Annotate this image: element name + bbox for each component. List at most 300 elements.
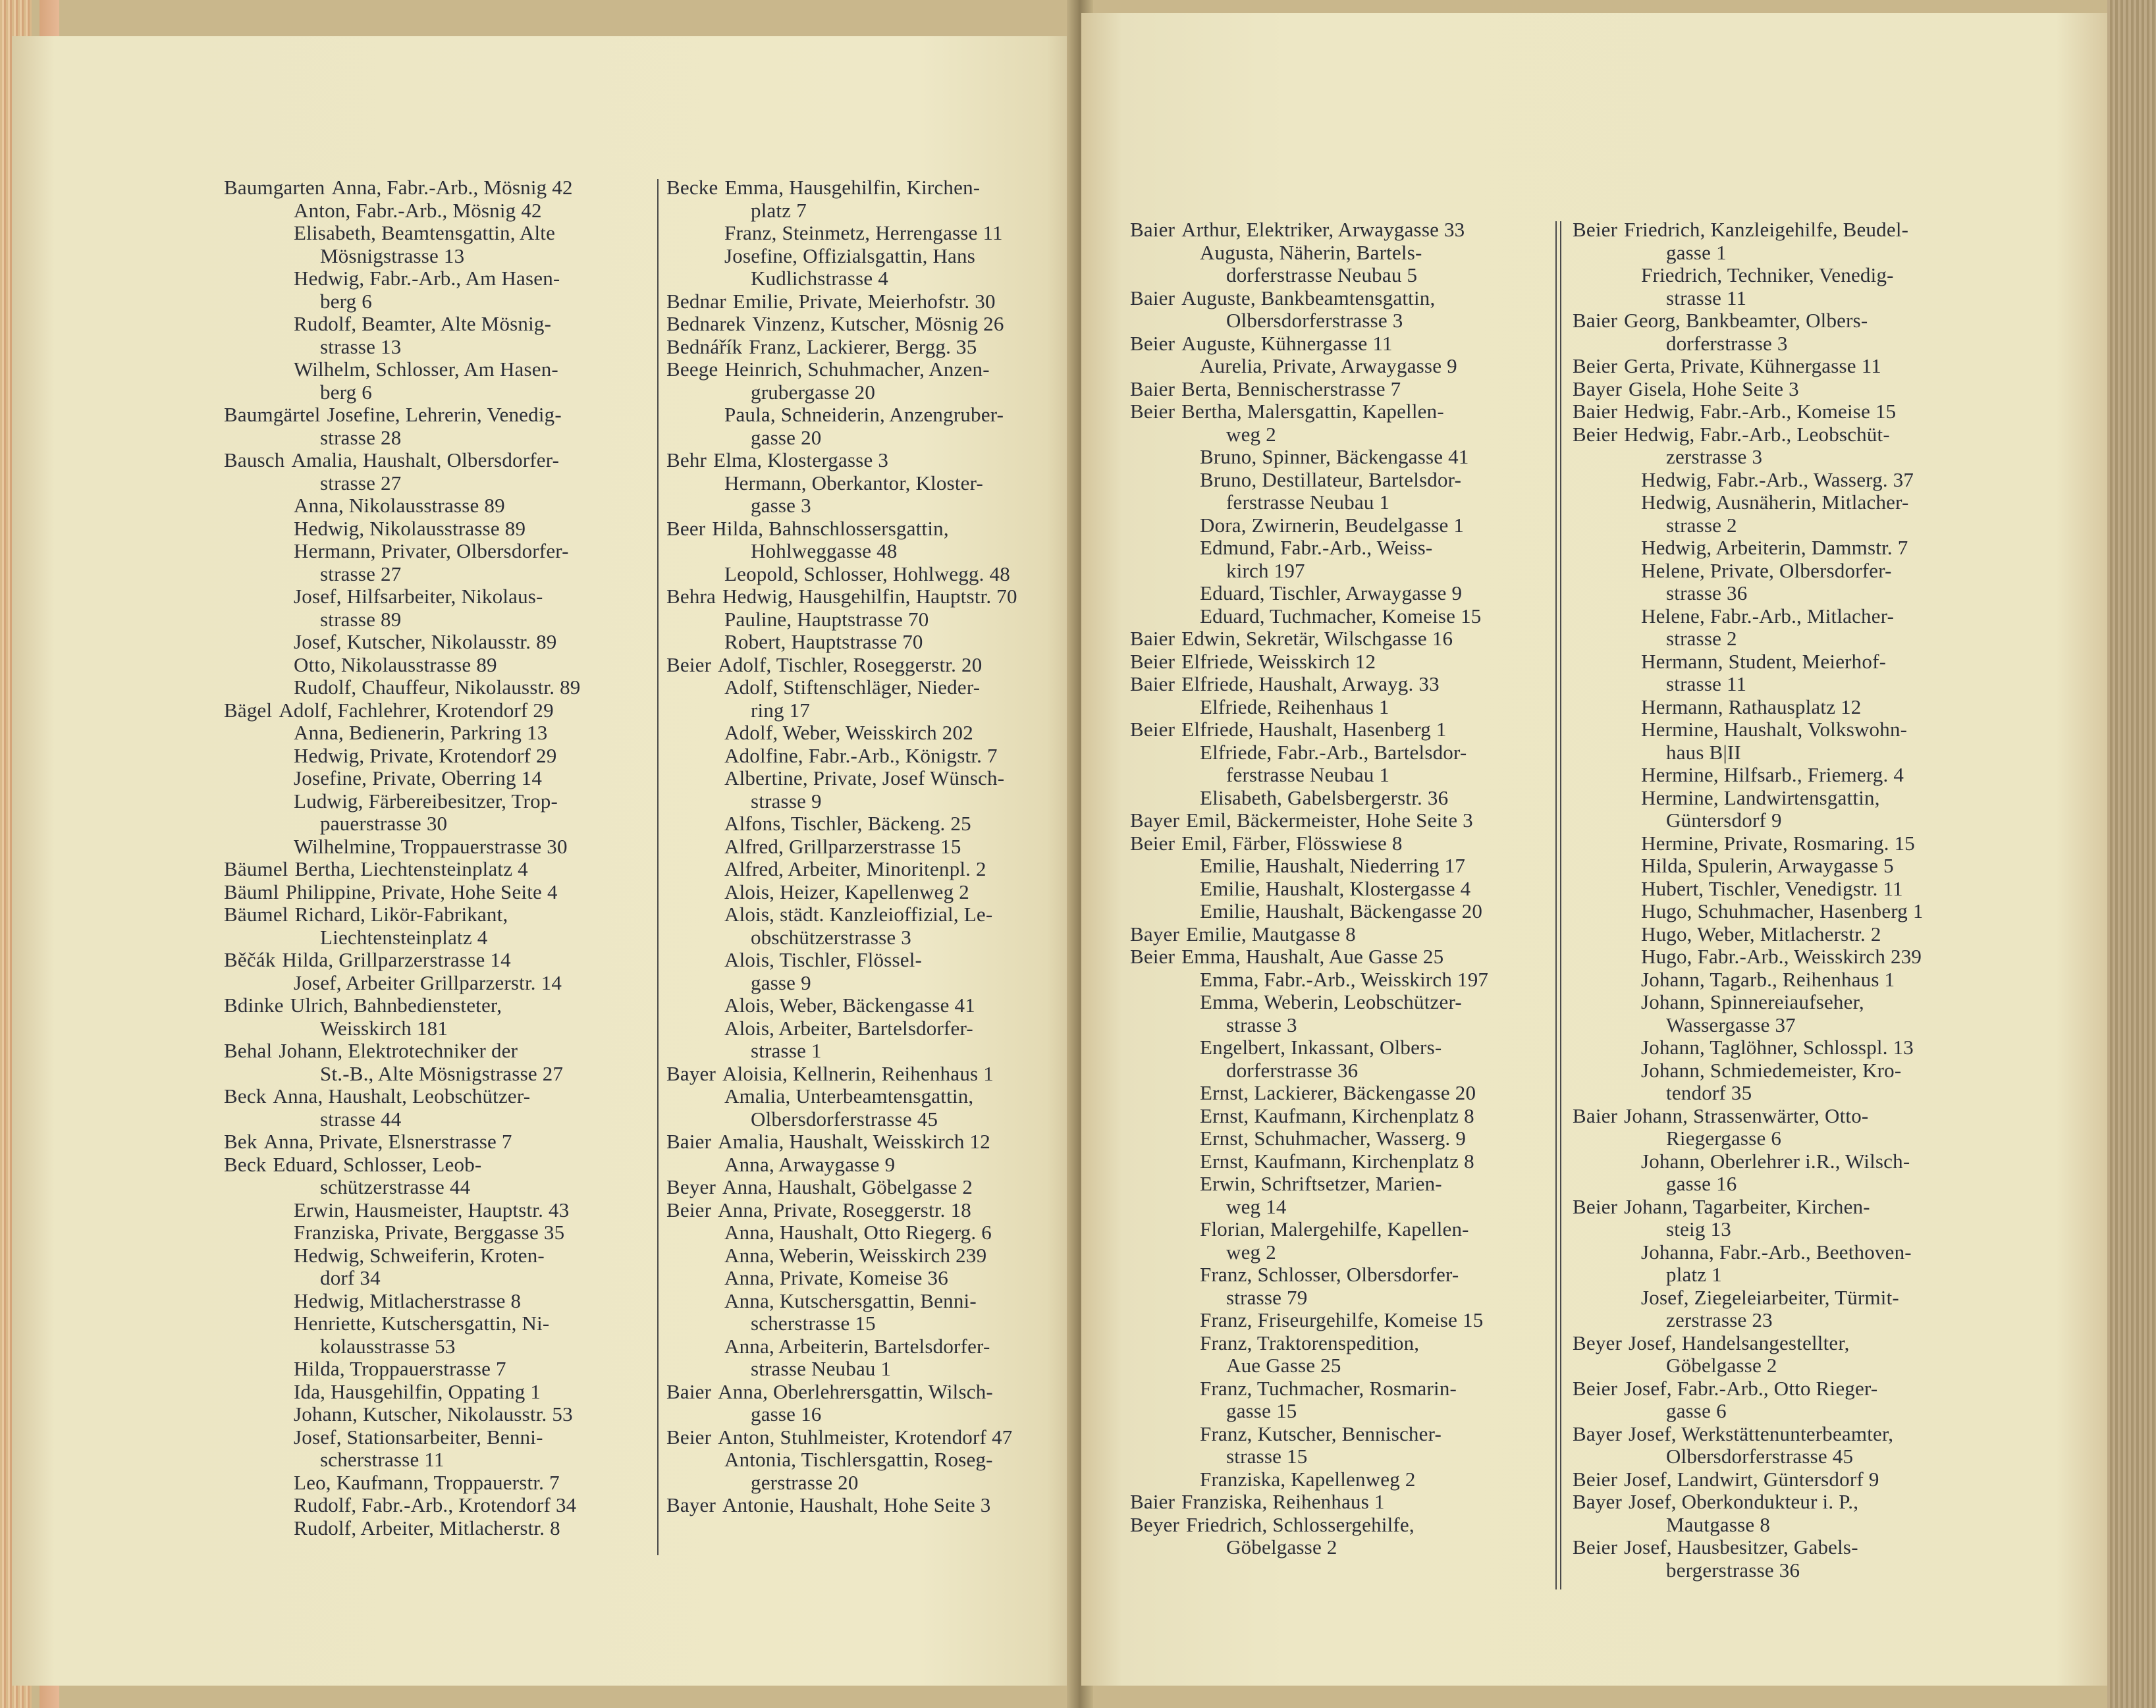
entry-text: strasse 27 [320, 471, 402, 494]
directory-entry-line [1130, 923, 1488, 946]
entry-text: Alois, Tischler, Flössel- [724, 948, 923, 971]
entry-text: Franz, Schlosser, Olbersdorfer- [1200, 1263, 1459, 1286]
directory-entry-line [224, 1449, 581, 1472]
entry-text: tendorf 35 [1666, 1081, 1752, 1104]
directory-entry-line [1130, 537, 1488, 560]
directory-entry-line [1573, 287, 1924, 310]
entry-text: Hedwig, Private, Krotendorf 29 [294, 743, 557, 767]
entry-text: Alfons, Tischler, Bäckeng. 25 [724, 812, 971, 835]
directory-entry-line [1130, 946, 1488, 969]
directory-entry-line [666, 427, 1017, 450]
directory-entry-line [666, 1040, 1017, 1063]
directory-entry-line [224, 1312, 581, 1335]
entry-text: Emilie, Private, Meierhofstr. 30 [732, 289, 996, 313]
directory-entry-line [1573, 264, 1924, 287]
directory-entry-line [1573, 514, 1924, 537]
directory-entry-line [1573, 1127, 1924, 1150]
directory-entry-line [1130, 1196, 1488, 1219]
entry-text: Aurelia, Private, Arwaygasse 9 [1200, 354, 1457, 377]
surname: Bek [224, 1130, 257, 1153]
directory-entry-line [224, 1267, 581, 1290]
entry-text: Berta, Bennischerstrasse 7 [1181, 377, 1401, 400]
surname: Beier [1573, 1194, 1618, 1218]
entry-text: Erwin, Hausmeister, Hauptstr. 43 [294, 1198, 570, 1221]
entry-text: Franziska, Kapellenweg 2 [1200, 1467, 1416, 1491]
directory-entry-line [1573, 491, 1924, 514]
directory-entry-line [224, 176, 581, 200]
entry-text: Hedwig, Arbeiterin, Dammstr. 7 [1641, 536, 1908, 559]
directory-entry-line [1130, 764, 1488, 787]
directory-entry-line [1130, 1173, 1488, 1196]
directory-entry-line [224, 994, 581, 1017]
directory-entry-line [224, 494, 581, 518]
entry-text: Emma, Weberin, Leobschützer- [1200, 990, 1462, 1013]
entry-text: Anna, Haushalt, Göbelgasse 2 [722, 1175, 973, 1198]
entry-text: Rudolf, Fabr.-Arb., Krotendorf 34 [294, 1493, 577, 1516]
directory-entry-line [1573, 1241, 1924, 1264]
entry-text: Anna, Arwaygasse 9 [724, 1152, 896, 1176]
directory-entry-line [1573, 355, 1924, 378]
directory-entry-line [224, 1221, 581, 1244]
directory-entry-line [666, 404, 1017, 427]
entry-text: Emma, Haushalt, Aue Gasse 25 [1181, 945, 1444, 968]
entry-text: Ludwig, Färbereibesitzer, Trop- [294, 789, 558, 813]
surname: Beier [1573, 218, 1618, 241]
entry-text: Hedwig, Nikolausstrasse 89 [294, 516, 526, 540]
directory-entry-line [224, 1517, 581, 1540]
entry-text: berg 6 [320, 380, 372, 404]
directory-entry-line [666, 1494, 1017, 1517]
directory-entry-line [1130, 333, 1488, 356]
entry-text: Göbelgasse 2 [1666, 1354, 1777, 1377]
directory-entry-line [224, 563, 581, 586]
directory-entry-line [1130, 1105, 1488, 1128]
directory-entry-line [1130, 696, 1488, 719]
directory-entry-line [666, 1449, 1017, 1472]
directory-entry-line [1573, 1468, 1924, 1491]
entry-text: strasse 3 [1226, 1013, 1297, 1036]
directory-entry-line [1573, 1514, 1924, 1537]
entry-text: Arthur, Elektriker, Arwaygasse 33 [1181, 218, 1465, 241]
surname: Baier [1130, 627, 1175, 650]
directory-entry-line [1130, 1354, 1488, 1377]
surname: Behr [666, 448, 707, 471]
directory-entry-line [666, 472, 1017, 495]
entry-text: Mösnigstrasse 13 [320, 244, 465, 267]
surname: Baier [1573, 309, 1618, 332]
entry-text: Hermine, Hilfsarb., Friemerg. 4 [1641, 763, 1904, 786]
entry-text: Johann, Elektrotechniker der [279, 1039, 518, 1062]
entry-text: strasse 2 [1666, 627, 1737, 650]
entry-text: grubergasse 20 [751, 380, 876, 404]
entry-text: Franziska, Private, Berggasse 35 [294, 1221, 565, 1244]
directory-entry-line [1130, 991, 1488, 1014]
surname: Beier [1573, 1376, 1618, 1400]
surname: Bednar [666, 289, 726, 313]
entry-text: Hilda, Spulerin, Arwaygasse 5 [1641, 854, 1894, 877]
entry-text: Anna, Bedienerin, Parkring 13 [294, 721, 548, 744]
entry-text: St.-B., Alte Mösnigstrasse 27 [320, 1061, 564, 1085]
surname: Beier [1573, 1467, 1618, 1491]
directory-entry-line [1130, 1536, 1488, 1559]
directory-entry-line [1573, 333, 1924, 356]
directory-entry-line [224, 245, 581, 268]
book-right-edge [2107, 0, 2156, 1708]
directory-column-4 [1573, 219, 1924, 1582]
surname: Bäumel [224, 857, 288, 880]
directory-entry-line [224, 1199, 581, 1222]
directory-entry-line [1130, 242, 1488, 265]
entry-text: Paula, Schneiderin, Anzengruber- [724, 403, 1004, 426]
directory-entry-line [224, 745, 581, 768]
directory-entry-line [1130, 378, 1488, 401]
entry-text: Olbersdorferstrasse 45 [1666, 1445, 1854, 1468]
entry-text: Anna, Nikolausstrasse 89 [294, 494, 505, 517]
directory-entry-line [224, 381, 581, 404]
directory-entry-line [1573, 1423, 1924, 1446]
entry-text: Elfriede, Haushalt, Hasenberg 1 [1181, 718, 1447, 741]
entry-text: Pauline, Hauptstrasse 70 [724, 607, 929, 631]
entry-text: gasse 20 [751, 425, 822, 449]
directory-entry-line [1573, 741, 1924, 764]
entry-text: Antonie, Haushalt, Hohe Seite 3 [722, 1493, 991, 1516]
entry-text: Johanna, Fabr.-Arb., Beethoven- [1641, 1240, 1912, 1264]
directory-entry-line [1573, 809, 1924, 832]
directory-entry-line [1573, 923, 1924, 946]
directory-entry-line [224, 222, 581, 245]
entry-text: Georg, Bankbeamter, Olbers- [1624, 309, 1868, 332]
directory-entry-line [1573, 1059, 1924, 1082]
entry-text: Dora, Zwirnerin, Beudelgasse 1 [1200, 513, 1465, 537]
entry-text: gasse 6 [1666, 1399, 1727, 1422]
directory-entry-line [1573, 582, 1924, 605]
directory-entry-line [224, 1244, 581, 1268]
entry-text: Gisela, Hohe Seite 3 [1629, 377, 1799, 400]
entry-text: Florian, Malergehilfe, Kapellen- [1200, 1217, 1469, 1241]
entry-text: pauerstrasse 30 [320, 812, 448, 835]
surname: Beier [1130, 400, 1175, 423]
entry-text: Hilda, Troppauerstrasse 7 [294, 1357, 506, 1380]
entry-text: Rudolf, Arbeiter, Mitlacherstr. 8 [294, 1516, 560, 1539]
directory-entry-line [224, 1381, 581, 1404]
directory-entry-line [224, 267, 581, 290]
directory-entry-line [1130, 809, 1488, 832]
directory-entry-line [1573, 309, 1924, 333]
entry-text: Bruno, Spinner, Bäckengasse 41 [1200, 445, 1469, 468]
directory-entry-line [666, 1199, 1017, 1222]
surname: Baier [1130, 377, 1175, 400]
entry-text: Johann, Oberlehrer i.R., Wilsch- [1641, 1149, 1910, 1173]
surname: Baier [666, 1130, 712, 1153]
directory-entry-line [1573, 1264, 1924, 1287]
directory-entry-line [666, 926, 1017, 949]
directory-entry-line [666, 972, 1017, 995]
entry-text: Johann, Tagarbeiter, Kirchen- [1624, 1194, 1870, 1218]
entry-text: Hedwig, Fabr.-Arb., Am Hasen- [294, 267, 560, 290]
directory-entry-line [1130, 1036, 1488, 1059]
directory-entry-line [1130, 718, 1488, 741]
directory-entry-line [1130, 560, 1488, 583]
surname: Beier [666, 1425, 712, 1449]
entry-text: strasse 2 [1666, 513, 1737, 537]
directory-entry-line [666, 358, 1017, 381]
directory-entry-line [1573, 787, 1924, 810]
directory-entry-line [1573, 1377, 1924, 1401]
directory-entry-line [666, 1154, 1017, 1177]
entry-text: Johann, Spinnereiaufseher, [1641, 990, 1864, 1013]
surname: Baier [666, 1379, 712, 1403]
directory-entry-line [1130, 1127, 1488, 1150]
directory-entry-line [1573, 1400, 1924, 1423]
surname: Beier [1130, 649, 1175, 673]
directory-entry-line [666, 1017, 1017, 1040]
directory-entry-line [224, 926, 581, 949]
entry-text: Auguste, Bankbeamtensgattin, [1181, 286, 1436, 309]
entry-text: Anton, Fabr.-Arb., Mösnig 42 [294, 198, 542, 222]
directory-entry-line [224, 200, 581, 223]
entry-text: strasse 89 [320, 607, 402, 631]
column-rule-left [657, 179, 659, 1555]
surname: Beege [666, 358, 718, 381]
entry-text: Hugo, Weber, Mitlacherstr. 2 [1641, 922, 1881, 946]
surname: Beier [1573, 354, 1618, 377]
directory-entry-line [666, 449, 1017, 472]
entry-text: Adolf, Stiftenschläger, Nieder- [724, 676, 981, 699]
entry-text: Emilie, Haushalt, Klostergasse 4 [1200, 876, 1471, 900]
entry-text: Erwin, Schriftsetzer, Marien- [1200, 1172, 1442, 1195]
entry-text: Friedrich, Techniker, Venedig- [1641, 263, 1894, 286]
directory-entry-line [666, 1108, 1017, 1131]
directory-entry-line [1130, 491, 1488, 514]
entry-text: dorferstrasse 3 [1666, 331, 1788, 355]
surname: Beer [666, 516, 706, 540]
entry-text: dorf 34 [320, 1266, 381, 1289]
directory-entry-line [224, 427, 581, 450]
directory-entry-line [1573, 1150, 1924, 1173]
entry-text: Adolf, Weber, Weisskirch 202 [724, 721, 973, 744]
directory-entry-line [666, 1472, 1017, 1495]
entry-text: Richard, Likör-Fabrikant, [294, 903, 508, 926]
surname: Baier [1573, 1104, 1618, 1127]
directory-entry-line [1130, 309, 1488, 333]
entry-text: Eduard, Tischler, Arwaygasse 9 [1200, 581, 1463, 604]
entry-text: Elisabeth, Beamtensgattin, Alte [294, 221, 556, 244]
entry-text: gasse 1 [1666, 240, 1727, 264]
directory-entry-line [1130, 1491, 1488, 1514]
directory-entry-line [1130, 1264, 1488, 1287]
entry-text: Riegergasse 6 [1666, 1127, 1782, 1150]
entry-text: zerstrasse 23 [1666, 1308, 1773, 1331]
surname: Beier [1130, 945, 1175, 968]
directory-entry-line [1130, 1150, 1488, 1173]
entry-text: Hilda, Grillparzerstrasse 14 [282, 948, 511, 971]
directory-entry-line [1130, 1423, 1488, 1446]
entry-text: ferstrasse Neubau 1 [1226, 491, 1390, 514]
directory-entry-line [224, 472, 581, 495]
directory-entry-line [1573, 627, 1924, 651]
directory-entry-line [1573, 423, 1924, 446]
entry-text: Hedwig, Fabr.-Arb., Wasserg. 37 [1641, 467, 1914, 491]
directory-entry-line [666, 903, 1017, 926]
directory-entry-line [1573, 1173, 1924, 1196]
directory-entry-line [224, 1290, 581, 1313]
entry-text: Franz, Tuchmacher, Rosmarin- [1200, 1376, 1457, 1400]
directory-entry-line [666, 608, 1017, 631]
surname: Bdinke [224, 994, 284, 1017]
entry-text: Helene, Fabr.-Arb., Mitlacher- [1641, 604, 1895, 627]
directory-entry-line [666, 518, 1017, 541]
entry-text: Emil, Bäckermeister, Hohe Seite 3 [1186, 809, 1473, 832]
entry-text: gasse 15 [1226, 1399, 1297, 1422]
directory-entry-line [224, 290, 581, 313]
directory-entry-line [666, 813, 1017, 836]
directory-entry-line [666, 1176, 1017, 1199]
surname: Běčák [224, 948, 276, 971]
entry-text: Josef, Hausbesitzer, Gabels- [1624, 1535, 1858, 1559]
entry-text: Franz, Traktorenspedition, [1200, 1331, 1420, 1354]
entry-text: berg 6 [320, 289, 372, 313]
entry-text: strasse Neubau 1 [751, 1357, 892, 1380]
entry-text: Alois, Weber, Bäckengasse 41 [724, 994, 975, 1017]
surname: Bausch [224, 448, 285, 471]
directory-entry-line [1130, 446, 1488, 469]
directory-entry-line [1573, 469, 1924, 492]
entry-text: dorferstrasse 36 [1226, 1058, 1359, 1082]
entry-text: strasse 27 [320, 562, 402, 585]
directory-entry-line [666, 176, 1017, 200]
directory-entry-line [1573, 1536, 1924, 1559]
entry-text: Hermine, Haushalt, Volkswohn- [1641, 718, 1908, 741]
entry-text: Eduard, Tuchmacher, Komeise 15 [1200, 604, 1482, 627]
entry-text: gasse 3 [751, 494, 811, 517]
directory-entry-line [224, 1494, 581, 1517]
entry-text: Hermann, Rathausplatz 12 [1641, 695, 1862, 718]
entry-text: Henriette, Kutschersgattin, Ni- [294, 1312, 550, 1335]
entry-text: Hohlweggasse 48 [751, 539, 898, 562]
entry-text: Albertine, Private, Josef Wünsch- [724, 766, 1005, 789]
directory-entry-line [224, 1403, 581, 1426]
entry-text: Otto, Nikolausstrasse 89 [294, 653, 497, 676]
surname: Beier [1130, 718, 1175, 741]
entry-text: Leo, Kaufmann, Troppauerstr. 7 [294, 1470, 560, 1494]
entry-text: Elisabeth, Gabelsbergerstr. 36 [1200, 786, 1449, 809]
directory-entry-line [666, 1085, 1017, 1108]
directory-entry-line [224, 631, 581, 654]
directory-entry-line [224, 358, 581, 381]
entry-text: ring 17 [751, 698, 811, 722]
directory-entry-line [1130, 878, 1488, 901]
directory-entry-line [1130, 651, 1488, 674]
entry-text: bergerstrasse 36 [1666, 1558, 1800, 1582]
entry-text: Gerta, Private, Kühnergasse 11 [1624, 354, 1881, 377]
entry-text: Elma, Klostergasse 3 [713, 448, 889, 471]
entry-text: Emilie, Mautgasse 8 [1186, 922, 1356, 946]
entry-text: Bertha, Liechtensteinplatz 4 [294, 857, 528, 880]
entry-text: Friedrich, Schlossergehilfe, [1186, 1512, 1415, 1536]
directory-entry-line [1130, 1445, 1488, 1468]
directory-entry-line [666, 631, 1017, 654]
directory-entry-line [1130, 627, 1488, 651]
entry-text: Hedwig, Mitlacherstrasse 8 [294, 1289, 522, 1312]
entry-text: Leopold, Schlosser, Hohlwegg. 48 [724, 562, 1010, 585]
directory-entry-line [666, 1267, 1017, 1290]
directory-entry-line [1130, 1241, 1488, 1264]
entry-text: Franz, Friseurgehilfe, Komeise 15 [1200, 1308, 1484, 1331]
directory-entry-line [224, 676, 581, 699]
directory-entry-line [1573, 219, 1924, 242]
entry-text: Philippine, Private, Hohe Seite 4 [285, 880, 558, 903]
entry-text: Adolf, Tischler, Roseggerstr. 20 [718, 653, 983, 676]
directory-entry-line [1573, 1354, 1924, 1377]
directory-entry-line [666, 858, 1017, 881]
entry-text: Josef, Stationsarbeiter, Benni- [294, 1425, 543, 1449]
surname: Bayer [1573, 1490, 1623, 1513]
entry-text: Adolfine, Fabr.-Arb., Königstr. 7 [724, 743, 998, 767]
entry-text: Hedwig, Schweiferin, Kroten- [294, 1243, 545, 1267]
directory-entry-line [1130, 400, 1488, 423]
directory-entry-line [1130, 1014, 1488, 1037]
directory-entry-line [224, 1426, 581, 1449]
entry-text: haus B|II [1666, 740, 1741, 764]
entry-text: Josef, Arbeiter Grillparzerstr. 14 [294, 971, 562, 994]
entry-text: Alois, städt. Kanzleioffizial, Le- [724, 903, 993, 926]
entry-text: strasse 9 [751, 789, 822, 813]
entry-text: Amalia, Haushalt, Olbersdorfer- [291, 448, 560, 471]
entry-text: Josef, Kutscher, Nikolausstr. 89 [294, 630, 557, 653]
directory-entry-line [1130, 787, 1488, 810]
entry-text: kirch 197 [1226, 558, 1305, 582]
directory-entry-line [1130, 673, 1488, 696]
directory-entry-line [224, 1358, 581, 1381]
entry-text: Kudlichstrasse 4 [751, 267, 888, 290]
entry-text: Emma, Hausgehilfin, Kirchen- [724, 176, 981, 199]
directory-entry-line [1130, 1287, 1488, 1310]
entry-text: Hermine, Private, Rosmaring. 15 [1641, 831, 1916, 855]
entry-text: weg 2 [1226, 1240, 1276, 1264]
directory-entry-line [666, 494, 1017, 518]
entry-text: Josef, Oberkondukteur i. P., [1629, 1490, 1859, 1513]
directory-entry-line [1130, 855, 1488, 878]
directory-entry-line [666, 1426, 1017, 1449]
entry-text: Anna, Arbeiterin, Bartelsdorfer- [724, 1334, 990, 1358]
directory-entry-line [224, 903, 581, 926]
surname: Beck [224, 1152, 267, 1176]
entry-text: Hedwig, Ausnäherin, Mitlacher- [1641, 491, 1909, 514]
entry-text: Engelbert, Inkassant, Olbers- [1200, 1036, 1442, 1059]
directory-entry-line [1573, 673, 1924, 696]
directory-entry-line [1573, 1491, 1924, 1514]
entry-text: Hedwig, Fabr.-Arb., Komeise 15 [1624, 400, 1897, 423]
column-rule-right [1555, 221, 1557, 1589]
directory-entry-line [1573, 1105, 1924, 1128]
entry-text: zerstrasse 3 [1666, 445, 1763, 468]
entry-text: Hedwig, Hausgehilfin, Hauptstr. 70 [722, 585, 1017, 608]
entry-text: Göbelgasse 2 [1226, 1535, 1337, 1559]
directory-entry-line [666, 676, 1017, 699]
surname: Behra [666, 585, 716, 608]
directory-entry-line [224, 790, 581, 813]
entry-text: Franziska, Reihenhaus 1 [1181, 1490, 1385, 1513]
entry-text: Liechtensteinplatz 4 [320, 925, 488, 949]
entry-text: Elfriede, Fabr.-Arb., Bartelsdor- [1200, 740, 1467, 764]
entry-text: Ernst, Kaufmann, Kirchenplatz 8 [1200, 1149, 1474, 1173]
surname: Beier [666, 653, 712, 676]
entry-text: Augusta, Näherin, Bartels- [1200, 240, 1422, 264]
entry-text: Josef, Hilfsarbeiter, Nikolaus- [294, 585, 543, 608]
directory-entry-line [1573, 1196, 1924, 1219]
surname: Bayer [666, 1493, 716, 1516]
directory-entry-line [1573, 1082, 1924, 1105]
